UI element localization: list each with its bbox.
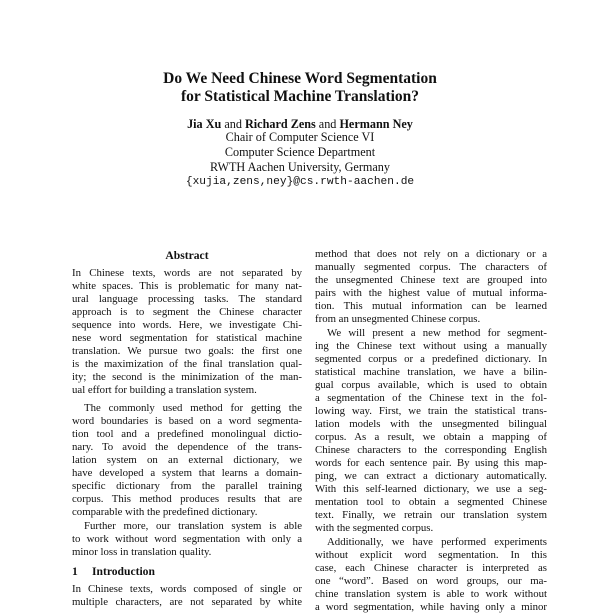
body-line: text. Finally, we retrain our translation system bbox=[315, 509, 547, 521]
body-line: With this self-learned dictionary, we use a seg- bbox=[315, 483, 547, 495]
section-number: 1 bbox=[72, 565, 78, 578]
intro-line: In Chinese texts, words composed of single or bbox=[72, 583, 302, 595]
body-line: segmented corpus or a predefined dictionary. In bbox=[315, 353, 547, 365]
author-separator: and bbox=[315, 117, 340, 131]
body-line: statistical machine translation, we have a bilin- bbox=[315, 366, 547, 378]
intro-line: multiple characters, are not separated by white bbox=[72, 596, 302, 608]
body-line: chine translation system is able to work without bbox=[315, 588, 547, 600]
author-name: Hermann Ney bbox=[339, 117, 413, 131]
body-line: Additionally, we have performed experiments bbox=[327, 536, 547, 548]
abstract-heading: Abstract bbox=[165, 249, 209, 262]
body-line: one “word”. Based on word groups, our ma- bbox=[315, 575, 547, 587]
body-line: lation models with the unsegmented bilingual bbox=[315, 418, 547, 430]
section-heading bbox=[72, 565, 155, 579]
author-email: {xujia,zens,ney}@cs.rwth-aachen.de bbox=[185, 176, 415, 188]
body-line: gual corpus available, which is used to obtain bbox=[315, 379, 547, 391]
abstract-line: tion tool and a predefined monolingual dictio- bbox=[72, 428, 302, 440]
abstract-line: nary. To avoid the dependence of the trans- bbox=[72, 441, 302, 453]
affiliation-line: RWTH Aachen University, Germany bbox=[210, 160, 390, 174]
abstract-line: white spaces. This is problematic for many nat- bbox=[72, 280, 302, 292]
body-line: mentation tool to obtain a segmented Chinese bbox=[315, 496, 547, 508]
body-line: from an unsegmented Chinese corpus. bbox=[315, 313, 481, 325]
body-line: the unsegmented Chinese text are grouped into bbox=[315, 274, 547, 286]
abstract-line: ural language processing tasks. The standard bbox=[72, 293, 302, 305]
author-name: Jia Xu bbox=[187, 117, 222, 131]
body-line: manually segmented corpus. The characters of bbox=[315, 261, 547, 273]
abstract-line: approach is to segment the Chinese character bbox=[72, 306, 302, 318]
section-title: Introduction bbox=[92, 565, 155, 578]
body-line: words for each sentence pair. By using this map- bbox=[315, 457, 547, 469]
body-line: lowing way. First, we train the statistical trans- bbox=[315, 405, 547, 417]
body-line: a word segmentation, while having only a minor bbox=[315, 601, 547, 613]
abstract-line: is the maximization of the final translation qual- bbox=[72, 358, 302, 370]
abstract-line: ity; the second is the minimization of the man- bbox=[72, 371, 302, 383]
body-line: pairs with the highest value of mutual informa- bbox=[315, 287, 547, 299]
body-line: corpus. As a result, we obtain a mapping of bbox=[315, 431, 547, 443]
abstract-line: ual effort for building a translation system. bbox=[72, 384, 257, 396]
paper-title-line-1: Do We Need Chinese Word Segmentation bbox=[163, 70, 437, 87]
abstract-line: specific dictionary from the parallel training bbox=[72, 480, 302, 492]
abstract-line: word boundaries is based on a word segmenta- bbox=[72, 415, 302, 427]
abstract-line: In Chinese texts, words are not separated by bbox=[72, 267, 302, 279]
abstract-line: The commonly used method for getting the bbox=[84, 402, 302, 414]
abstract-line: sequence into words. Here, we investigate Chi- bbox=[72, 319, 302, 331]
author-name: Richard Zens bbox=[244, 117, 316, 131]
body-line: case, each Chinese character is interpreted as bbox=[315, 562, 547, 574]
affiliation-line: Computer Science Department bbox=[224, 145, 376, 159]
body-line: We will present a new method for segment- bbox=[327, 327, 547, 339]
body-line: Chinese characters to the corresponding English bbox=[315, 444, 547, 456]
abstract-line: Further more, our translation system is able bbox=[84, 520, 302, 532]
abstract-line: comparable with the predefined dictionary. bbox=[72, 506, 258, 518]
body-line: ing the Chinese text without using a manually bbox=[315, 340, 547, 352]
body-line: tion. This mutual information can be learned bbox=[315, 300, 547, 312]
abstract-line: to work without word segmentation with only a bbox=[72, 533, 302, 545]
body-line: with the segmented corpus. bbox=[315, 522, 434, 534]
abstract-line: have developed a system that learns a domain- bbox=[72, 467, 302, 479]
body-line: ping, we can extract a dictionary automatically. bbox=[315, 470, 547, 482]
paper-title-line-2: for Statistical Machine Translation? bbox=[180, 88, 420, 105]
abstract-line: minor loss in translation quality. bbox=[72, 546, 212, 558]
affiliation-line: Chair of Computer Science VI bbox=[225, 130, 375, 144]
abstract-line: translation. We pursue two goals: the first one bbox=[72, 345, 302, 357]
abstract-line: nese word segmentation for statistical machine bbox=[72, 332, 302, 344]
body-line: without explicit word segmentation. In this bbox=[315, 549, 547, 561]
author-separator: and bbox=[221, 117, 245, 131]
abstract-line: lation system on an external dictionary, we bbox=[72, 454, 302, 466]
body-line: a segmentation of the Chinese text in the fol- bbox=[315, 392, 547, 404]
abstract-line: corpus. This method produces results that are bbox=[72, 493, 302, 505]
body-line: method that does not rely on a dictionary or a bbox=[315, 248, 547, 260]
